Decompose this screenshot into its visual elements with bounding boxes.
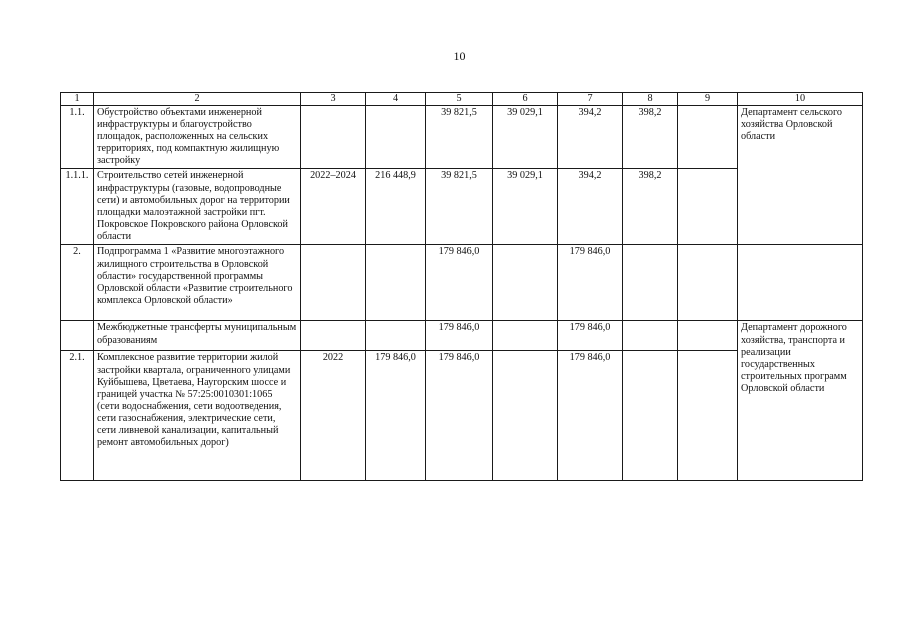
row-name: Строительство сетей инженерной инфраструктуры (газовые, водопроводные сети) и автомобильных дорог на территории площадки малоэтажной застройки пгт. Покровское Покровского района Орловской области [94,169,301,245]
row-col7: 179 846,0 [558,245,623,321]
row-period [301,106,366,169]
row-period: 2022–2024 [301,169,366,245]
row-id: 2.1. [61,351,94,481]
row-col9 [678,351,738,481]
row-col7: 179 846,0 [558,321,623,351]
row-col8 [623,245,678,321]
row-col9 [678,321,738,351]
header-cell-5: 5 [426,93,493,106]
row-col9 [678,169,738,245]
row-col6 [493,321,558,351]
row-col5: 179 846,0 [426,351,493,481]
row-col6: 39 029,1 [493,106,558,169]
header-cell-1: 1 [61,93,94,106]
header-cell-7: 7 [558,93,623,106]
header-cell-9: 9 [678,93,738,106]
row-col5: 179 846,0 [426,321,493,351]
header-cell-10: 10 [738,93,863,106]
row-col8: 398,2 [623,169,678,245]
header-cell-2: 2 [94,93,301,106]
header-cell-3: 3 [301,93,366,106]
row-col5: 179 846,0 [426,245,493,321]
row-col6 [493,245,558,321]
row-col6: 39 029,1 [493,169,558,245]
row-total [366,106,426,169]
row-col9 [678,245,738,321]
header-cell-4: 4 [366,93,426,106]
row-name: Подпрограмма 1 «Развитие многоэтажного жилищного строительства в Орловской области» государственной программы Орловской области «Развитие строительного комплекса Орловской области» [94,245,301,321]
row-id: 2. [61,245,94,321]
row-id: 1.1. [61,106,94,169]
responsible-agriculture: Департамент сельского хозяйства Орловской области [738,106,863,245]
row-id: 1.1.1. [61,169,94,245]
row-period: 2022 [301,351,366,481]
row-col5: 39 821,5 [426,106,493,169]
row-id [61,321,94,351]
row-col7: 394,2 [558,169,623,245]
header-cell-8: 8 [623,93,678,106]
row-total [366,321,426,351]
row-col7: 179 846,0 [558,351,623,481]
page-number: 10 [453,49,466,63]
row-name: Обустройство объектами инженерной инфраструктуры и благоустройство площадок, расположенных на сельских территориях, под компактную жилищную застройку [94,106,301,169]
row-col8 [623,321,678,351]
row-total: 216 448,9 [366,169,426,245]
table-row [61,321,863,351]
row-period [301,245,366,321]
header-cell-6: 6 [493,93,558,106]
row-col9 [678,106,738,169]
row-col8 [623,351,678,481]
table-row [61,245,863,321]
row-col6 [493,351,558,481]
row-col7: 394,2 [558,106,623,169]
row-total [366,245,426,321]
row-col5: 39 821,5 [426,169,493,245]
row-period [301,321,366,351]
row-name: Межбюджетные трансферты муниципальным образованиям [94,321,301,351]
row-name: Комплексное развитие территории жилой застройки квартала, ограниченного улицами Куйбышева, Цветаева, Наугорским шоссе и границей участка № 57:25:0010301:1065 (сети водоснабжения, сети водоотведения, сети газоснабжения, электрические сети, сети ливневой канализации, капитальный ремонт автомобильных дорог) [94,351,301,481]
row-responsible [738,245,863,321]
table-row [61,106,863,169]
table-header-row [61,93,863,106]
responsible-roads: Департамент дорожного хозяйства, транспорта и реализации государственных строительных программ Орловской области [738,321,863,481]
program-table [60,92,863,481]
row-total: 179 846,0 [366,351,426,481]
row-col8: 398,2 [623,106,678,169]
